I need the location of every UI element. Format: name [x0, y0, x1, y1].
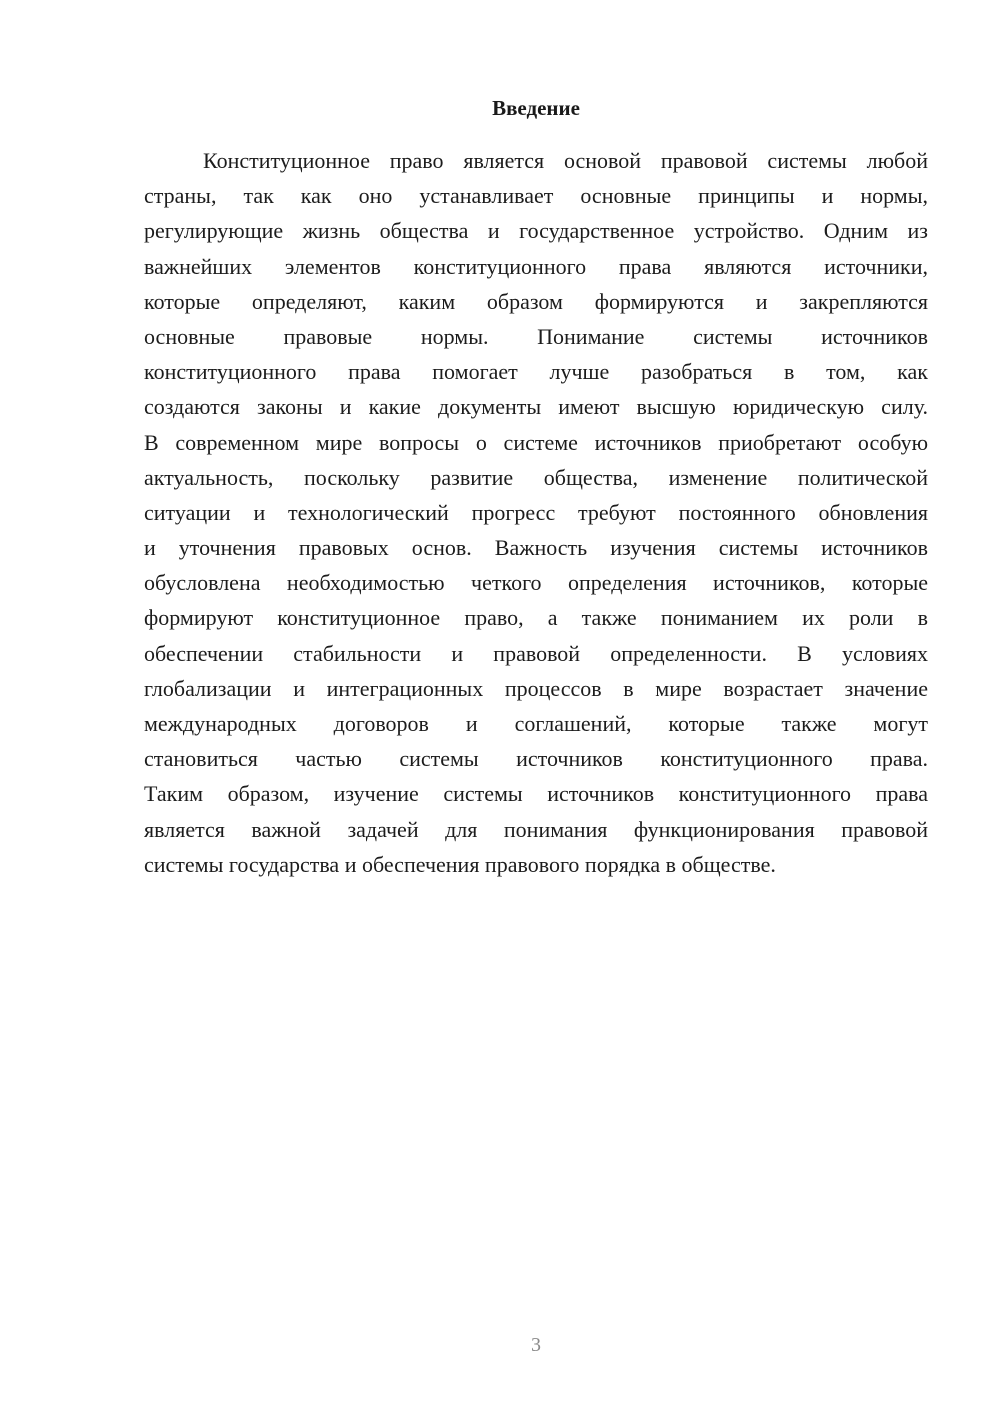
- text-line: страны, так как оно устанавливает основные принципы и нормы,: [144, 183, 928, 209]
- text-line: которые определяют, каким образом формируются и закрепляются: [144, 288, 928, 314]
- text-line: создаются законы и какие документы имеют высшую юридическую силу.: [144, 394, 928, 420]
- text-line: становиться частью системы источников конституционного права.: [144, 746, 928, 772]
- text-line: основные правовые нормы. Понимание системы источников: [144, 323, 928, 349]
- body-paragraph: [144, 143, 928, 882]
- text-line: регулирующие жизнь общества и государственное устройство. Одним из: [144, 218, 928, 244]
- text-line: международных договоров и соглашений, которые также могут: [144, 711, 928, 736]
- text-line: формируют конституционное право, а также пониманием их роли в: [144, 605, 928, 631]
- text-line: системы государства и обеспечения правового порядка в обществе.: [144, 851, 776, 877]
- text-line: Конституционное право является основой правовой системы любой: [203, 148, 928, 173]
- page-number: 3: [531, 1334, 541, 1356]
- text-line: Таким образом, изучение системы источников конституционного права: [144, 781, 928, 807]
- text-line: актуальность, поскольку развитие общества, изменение политической: [144, 464, 928, 490]
- text-line: важнейших элементов конституционного права являются источники,: [144, 253, 928, 279]
- text-line: обеспечении стабильности и правовой определенности. В условиях: [144, 640, 928, 666]
- text-line: и уточнения правовых основ. Важность изучения системы источников: [144, 535, 928, 561]
- text-line: ситуации и технологический прогресс требуют постоянного обновления: [144, 499, 928, 525]
- section-heading: Введение: [492, 96, 580, 120]
- text-line: является важной задачей для понимания функционирования правовой: [144, 816, 928, 842]
- text-line: В современном мире вопросы о системе источников приобретают особую: [144, 429, 928, 455]
- text-line: глобализации и интеграционных процессов в мире возрастает значение: [144, 675, 928, 701]
- text-line: конституционного права помогает лучше разобраться в том, как: [144, 359, 928, 385]
- text-line: обусловлена необходимостью четкого определения источников, которые: [144, 570, 928, 596]
